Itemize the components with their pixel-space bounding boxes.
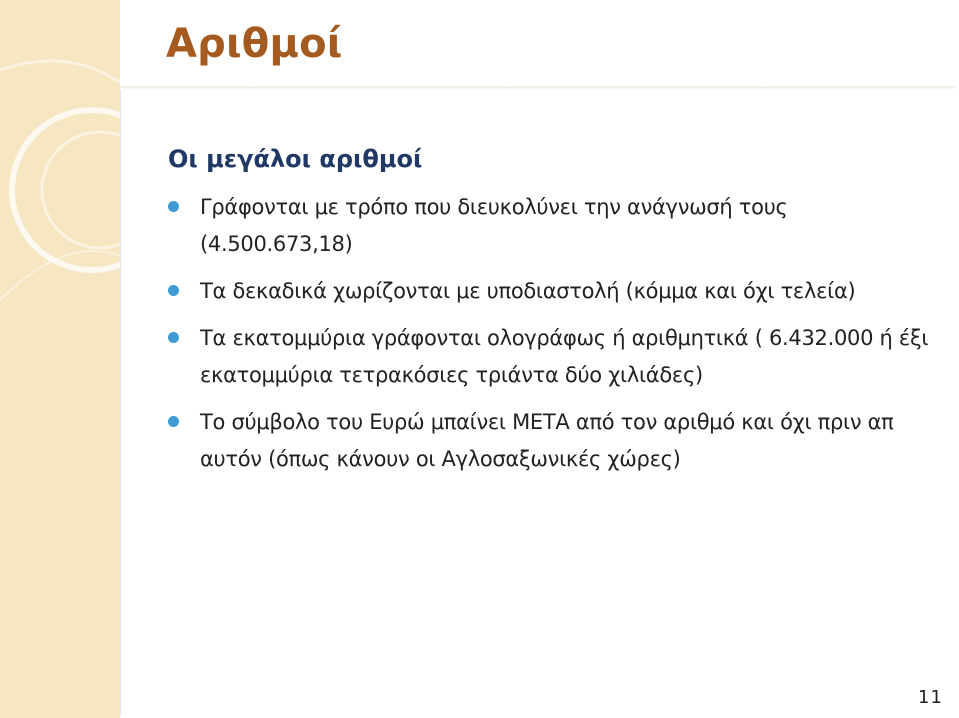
bullet-dot-icon xyxy=(168,285,179,296)
bullet-list xyxy=(168,189,938,488)
bullet-item xyxy=(168,320,938,394)
bullet-item xyxy=(168,404,938,478)
bullet-text: Το σύμβολο του Ευρώ μπαίνει ΜΕΤΑ από τον αριθμό και όχι πριν απ αυτόν (όπως κάνουν οι Αγλοσαξωνικές χώρες) xyxy=(200,410,894,471)
bullet-text: Γράφονται με τρόπο που διευκολύνει την ανάγνωσή τους (4.500.673,18) xyxy=(200,195,788,256)
page-number: 11 xyxy=(918,687,943,708)
bullet-item xyxy=(168,273,938,310)
slide-title: Αριθμοί xyxy=(166,21,343,67)
bullet-text: Τα εκατομμύρια γράφονται ολογράφως ή αριθμητικά ( 6.432.000 ή έξι εκατομμύρια τετρακόσιες τριάντα δύο χιλιάδες) xyxy=(200,326,929,387)
bullet-dot-icon xyxy=(168,332,179,343)
bullet-dot-icon xyxy=(168,201,179,212)
slide-subheading: Οι μεγάλοι αριθμοί xyxy=(168,145,423,173)
bullet-dot-icon xyxy=(168,416,179,427)
bullet-text: Τα δεκαδικά χωρίζονται με υποδιαστολή (κόμμα και όχι τελεία) xyxy=(200,279,856,303)
bullet-item xyxy=(168,189,938,263)
